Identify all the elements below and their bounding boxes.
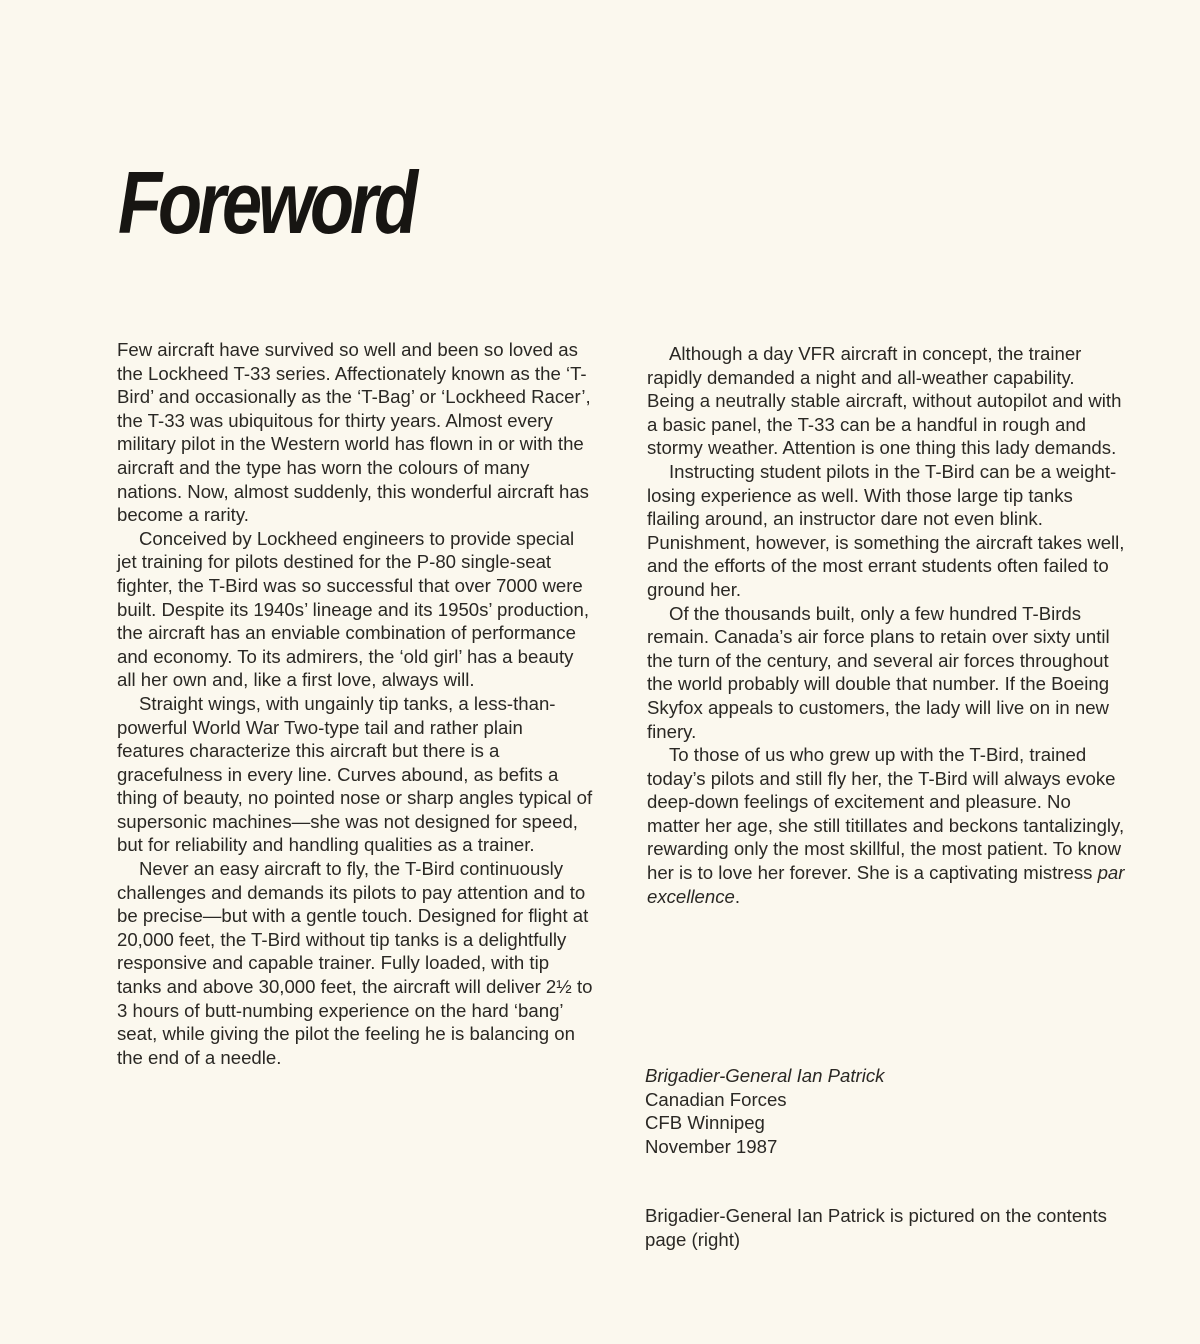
signature-date: November 1987 [645,1135,778,1157]
paragraph: Never an easy aircraft to fly, the T-Bird continuously challenges and demands its pilots to pay attention and to be precise—but with a gentle touch. Designed for flight at 20,000 feet, the T-Bird without tip tanks is a delightfully responsive and capable trainer. Fully loaded, with tip tanks and above 30,000 feet, the aircraft will deliver 2½ to 3 hours of butt-numbing experience on the hard ‘bang’ seat, while giving the pilot the feeling he is balancing on the end of a needle. [117,858,593,1068]
signature-name: Brigadier-General Ian Patrick [645,1065,885,1086]
paragraph: Of the thousands built, only a few hundred T-Birds remain. Canada’s air force plans to retain over sixty until the turn of the century, and several air forces throughout the world probably will double that number. If the Boeing Skyfox appeals to customers, the lady will live on in new finery. [647,602,1110,742]
paragraph: Conceived by Lockheed engineers to provide special jet training for pilots destined for the P-80 single-seat fighter, the T-Bird was so successful that over 7000 were built. Despite its 1940s’ lineage and its 1950s’ production, the aircraft has an enviable combination of performance and economy. To its admirers, the ‘old girl’ has a beauty all her own and, like a first love, always will. [117,527,590,691]
paragraph: Instructing student pilots in the T-Bird can be a weight-losing experience as well. With those large tip tanks flailing around, an instructor dare not even blink. Punishment, however, is something the aircraft takes well, and the efforts of the most errant students often failed to ground her. [647,460,1125,600]
right-column [647,342,1127,908]
closing-paragraph-text: To those of us who grew up with the T-Bird, trained today’s pilots and still fly her, the T-Bird will always evoke deep-down feelings of excitement and pleasure. No matter her age, she still titillates and beckons tantalizingly, rewarding only the most skillful, the most patient. To know her is to love her forever. She is a captivating mistress [647,744,1125,884]
paragraph: Although a day VFR aircraft in concept, the trainer rapidly demanded a night and all-weather capability. Being a neutrally stable aircraft, without autopilot and with a basic panel, the T-33 can be a handful in rough and stormy weather. Attention is one thing this lady demands. [647,343,1122,459]
signature-base: CFB Winnipeg [645,1112,765,1134]
paragraph: Straight wings, with ungainly tip tanks, a less-than-powerful World War Two-type tail and rather plain features characterize this aircraft but there is a gracefulness in every line. Curves abound, as befits a thing of beauty, no pointed nose or sharp angles typical of supersonic machines—she was not designed for speed, but for reliability and handling qualities as a trainer. [117,692,593,856]
photo-caption: Brigadier-General Ian Patrick is pictured on the contents page (right) [645,1205,1107,1250]
italic-phrase: par excellence [647,862,1125,907]
signature-block [645,1064,884,1158]
left-column [117,338,593,1069]
closing-paragraph [647,743,1127,908]
closing-period: . [734,885,741,907]
page-title: Foreword [118,152,414,252]
signature-organization: Canadian Forces [645,1088,787,1110]
paragraph: Few aircraft have survived so well and been so loved as the Lockheed T-33 series. Affectionately known as the ‘T-Bird’ and occasionally as the ‘T-Bag’ or ‘Lockheed Racer’, the T-33 was ubiquitous for thirty years. Almost every military pilot in the Western world has flown in or with the aircraft and the type has worn the colours of many nations. Now, almost suddenly, this wonderful aircraft has become a rarity. [117,339,591,526]
